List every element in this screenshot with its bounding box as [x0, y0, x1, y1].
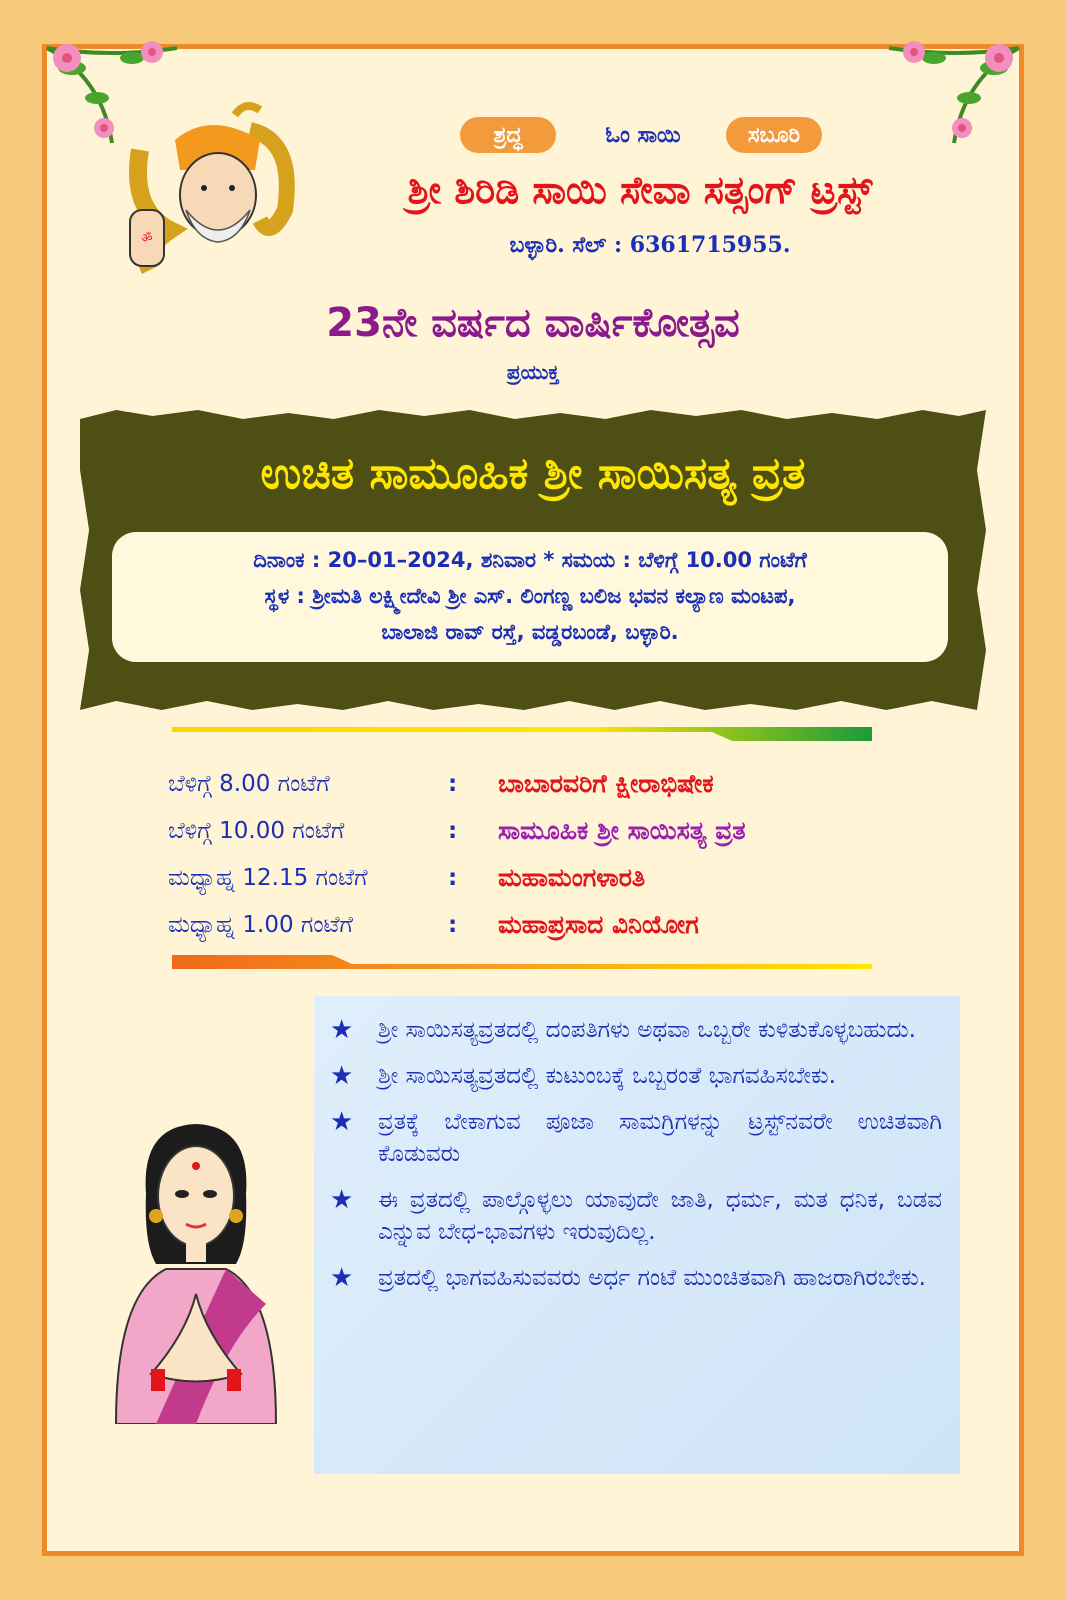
trust-name: ಶ್ರೀ ಶಿರಿಡಿ ಸಾಯಿ ಸೇವಾ ಸತ್ಸಂಗ್ ಟ್ರಸ್ಟ್ [407, 168, 873, 212]
event-title: ಉಚಿತ ಸಾಮೂಹಿಕ ಶ್ರೀ ಸಾಯಿಸತ್ಯ ವ್ರತ [260, 448, 806, 499]
note-text: ವ್ರತದಲ್ಲಿ ಭಾಗವಹಿಸುವವರು ಅರ್ಧ ಗಂಟೆ ಮುಂಚಿತವಾಗಿ ಹಾಜರಾಗಿರಬೇಕು. [378, 1265, 926, 1291]
schedule-event: ಮಹಾಮಂಗಳಾರತಿ [498, 862, 646, 892]
schedule-event: ಬಾಬಾರವರಿಗೆ ಕ್ಷೀರಾಭಿಷೇಕ [498, 768, 714, 798]
om-sai-text: ಓಂ ಸಾಯಿ [605, 122, 681, 148]
occasion-subheading: ಪ್ರಯುಕ್ತ [506, 360, 560, 384]
schedule-row [168, 901, 928, 948]
schedule-sep: : [448, 817, 458, 844]
note-text: ವ್ರತಕ್ಕೆ ಬೇಕಾಗುವ ಪೂಜಾ ಸಾಮಗ್ರಿಗಳನ್ನು ಟ್ರಸ್ಟ್‌ನವರೇ ಉಚಿತವಾಗಿ ಕೊಡುವರು [378, 1109, 942, 1167]
anniversary-heading: 23ನೇ ವರ್ಷದ ವಾರ್ಷಿಕೋತ್ಸವ [326, 300, 740, 346]
divider-bottom [172, 955, 872, 969]
list-item [330, 1184, 942, 1248]
venue-line-1: ಸ್ಥಳ : ಶ್ರೀಮತಿ ಲಕ್ಷ್ಮೀದೇವಿ ಶ್ರೀ ಎಸ್. ಲಿಂಗಣ್ಣ ಬಲಿಜ ಭವನ ಕಲ್ಯಾಣ ಮಂಟಪ, [264, 584, 796, 608]
event-details-box [112, 532, 948, 662]
schedule-row [168, 807, 928, 854]
sai-baba-om-logo-icon [120, 100, 300, 280]
schedule-sep: : [448, 770, 458, 797]
note-text: ಈ ವ್ರತದಲ್ಲಿ ಪಾಲ್ಗೊಳ್ಳಲು ಯಾವುದೇ ಜಾತಿ, ಧರ್ಮ, ಮತ ಧನಿಕ, ಬಡವ ಎನ್ನುವ ಬೇಧ-ಭಾವಗಳು ಇರುವುದಿಲ್ಲ. [378, 1187, 942, 1245]
schedule-event: ಸಾಮೂಹಿಕ ಶ್ರೀ ಸಾಯಿಸತ್ಯ ವ್ರತ [498, 815, 746, 845]
venue-line-2: ಬಾಲಾಜಿ ರಾವ್ ರಸ್ತೆ, ವಡ್ಡರಬಂಡೆ, ಬಳ್ಳಾರಿ. [381, 620, 679, 644]
star-icon: ★ [330, 1015, 354, 1045]
star-icon: ★ [330, 1061, 354, 1091]
schedule-time: ಮಧ್ಯಾಹ್ನ 1.00 ಗಂಟೆಗೆ [168, 911, 353, 938]
schedule-event: ಮಹಾಪ್ರಸಾದ ವಿನಿಯೋಗ [498, 909, 699, 939]
schedule-time: ಬೆಳಿಗ್ಗೆ 8.00 ಗಂಟೆಗೆ [168, 770, 330, 797]
divider-top [172, 727, 872, 741]
schedule-sep: : [448, 864, 458, 891]
star-icon: ★ [330, 1185, 354, 1215]
schedule-row [168, 854, 928, 901]
list-item [330, 1106, 942, 1170]
schedule-row [168, 760, 928, 807]
namaste-lady-icon [96, 1104, 296, 1424]
floral-corner-icon [884, 38, 1024, 148]
schedule-list [168, 760, 928, 948]
saburi-pill: ಸಬೂರಿ [726, 117, 822, 153]
contact-phone: ಬಳ್ಳಾರಿ. ಸೆಲ್ : 6361715955. [509, 232, 791, 258]
star-icon: ★ [330, 1263, 354, 1293]
schedule-time: ಮಧ್ಯಾಹ್ನ 12.15 ಗಂಟೆಗೆ [168, 864, 368, 891]
shraddha-pill: ಶ್ರದ್ಧ [460, 117, 556, 153]
instructions-panel [314, 996, 960, 1474]
note-text: ಶ್ರೀ ಸಾಯಿಸತ್ಯವ್ರತದಲ್ಲಿ ದಂಪತಿಗಳು ಅಥವಾ ಒಬ್ಬರೇ ಕುಳಿತುಕೊಳ್ಳಬಹುದು. [378, 1017, 916, 1043]
note-text: ಶ್ರೀ ಸಾಯಿಸತ್ಯವ್ರತದಲ್ಲಿ ಕುಟುಂಬಕ್ಕೆ ಒಬ್ಬರಂತೆ ಭಾಗವಹಿಸಬೇಕು. [378, 1063, 836, 1089]
date-time-line: ದಿನಾಂಕ : 20–01–2024, ಶನಿವಾರ * ಸಮಯ : ಬೆಳಿಗ್ಗೆ 10.00 ಗಂಟೆಗೆ [253, 548, 807, 572]
svg-text:ॐ: ॐ [141, 231, 153, 245]
list-item [330, 1014, 942, 1046]
list-item [330, 1060, 942, 1092]
list-item [330, 1262, 942, 1294]
star-icon: ★ [330, 1107, 354, 1137]
schedule-time: ಬೆಳಿಗ್ಗೆ 10.00 ಗಂಟೆಗೆ [168, 817, 345, 844]
schedule-sep: : [448, 911, 458, 938]
